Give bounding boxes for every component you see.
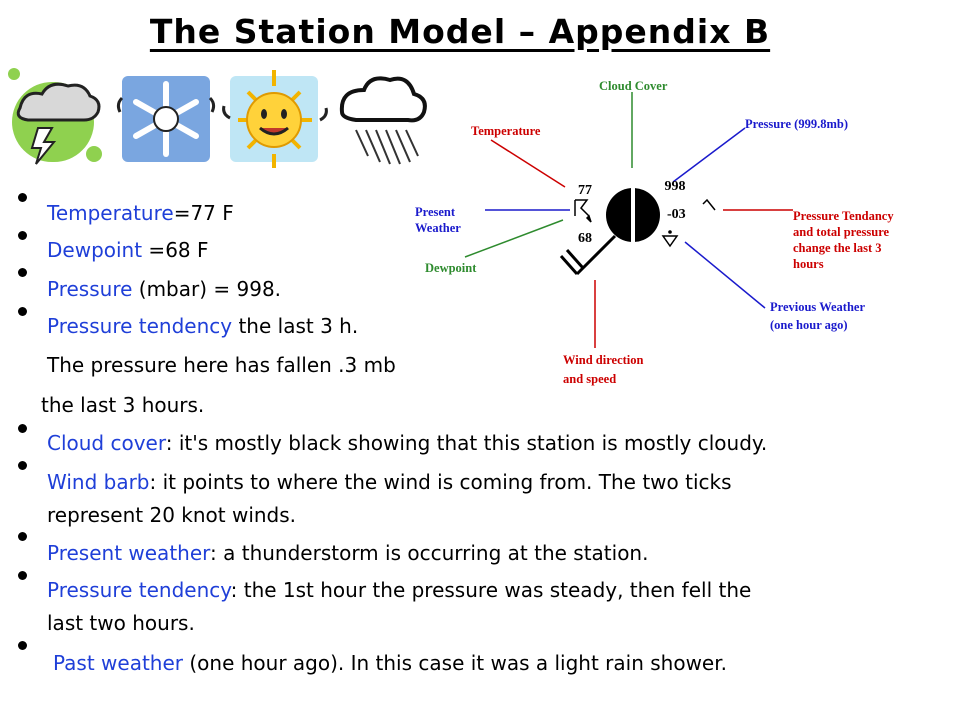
term: Past weather xyxy=(53,651,183,675)
temperature-value: 77 xyxy=(578,183,592,198)
snowflake-icon xyxy=(118,76,213,162)
tendency-symbol xyxy=(703,200,715,210)
weather-icons-row xyxy=(8,68,428,178)
pressure-line-text: Pressure (mbar) = 998. xyxy=(47,277,282,301)
bullet-cloud xyxy=(18,424,27,433)
term: Dewpoint xyxy=(47,238,143,262)
rain-shower-symbol xyxy=(663,230,677,246)
wind-label: Wind direction and speed xyxy=(563,353,644,386)
pressure-value: 998 xyxy=(664,179,686,194)
dewpoint-label: Dewpoint xyxy=(425,261,477,275)
tendency2-line-text-2: last two hours. xyxy=(47,611,195,635)
wind-line-text-2: represent 20 knot winds. xyxy=(47,503,297,527)
pressure-line xyxy=(673,128,745,182)
station-model-diagram xyxy=(405,70,950,400)
thunderstorm-symbol xyxy=(575,200,591,222)
term: Present weather xyxy=(47,541,211,565)
cloud-cover-label: Cloud Cover xyxy=(599,79,668,93)
dewpoint-line xyxy=(465,220,563,257)
past-line-text: Past weather (one hour ago). In this case it was a light rain shower. xyxy=(53,651,727,675)
tendency-line-text: Pressure tendency the last 3 h. xyxy=(47,314,359,338)
bullet-pressure xyxy=(18,268,27,277)
bullet-past xyxy=(18,641,27,650)
bullet-temperature xyxy=(18,193,27,202)
tendency-value: -03 xyxy=(667,207,686,222)
bullet-wind xyxy=(18,461,27,470)
wind-line-text: Wind barb: it points to where the wind is coming from. The two ticks xyxy=(47,470,732,494)
bullet-tendency xyxy=(18,307,27,316)
tendency-note-2: the last 3 hours. xyxy=(41,393,205,417)
bullet-dewpoint xyxy=(18,231,27,240)
term: Wind barb xyxy=(47,470,150,494)
bullet-tendency2 xyxy=(18,571,27,580)
station-circle xyxy=(606,188,660,242)
cloud-line-text: Cloud cover: it's mostly black showing that this station is mostly cloudy. xyxy=(47,431,768,455)
previous-weather-line xyxy=(685,242,765,308)
dewpoint-line-text: Dewpoint =68 F xyxy=(47,238,209,262)
term: Pressure xyxy=(47,277,133,301)
pressure-tendency-label: Pressure Tendancy and total pressure change the last 3 hours xyxy=(793,209,894,271)
bullet-present xyxy=(18,532,27,541)
sun-icon xyxy=(224,70,327,168)
tendency2-line-text: Pressure tendency: the 1st hour the pressure was steady, then fell the xyxy=(47,578,752,602)
pressure-label: Pressure (999.8mb) xyxy=(745,117,848,131)
previous-weather-label: Previous Weather (one hour ago) xyxy=(770,300,865,332)
term: Cloud cover xyxy=(47,431,166,455)
term: Pressure tendency xyxy=(47,314,233,338)
dewpoint-value: 68 xyxy=(578,231,592,246)
temperature-label: Temperature xyxy=(471,124,541,138)
present-weather-label: Present Weather xyxy=(415,205,461,235)
page-title: The Station Model – Appendix B xyxy=(149,12,771,51)
temperature-line xyxy=(491,140,565,187)
thunderstorm-icon xyxy=(8,68,102,164)
present-line-text: Present weather: a thunderstorm is occurring at the station. xyxy=(47,541,649,565)
term: Pressure tendency xyxy=(47,578,231,602)
temperature-line-text: Temperature=77 F xyxy=(47,201,234,225)
term: Temperature xyxy=(47,201,174,225)
tendency-note-1: The pressure here has fallen .3 mb xyxy=(47,353,396,377)
